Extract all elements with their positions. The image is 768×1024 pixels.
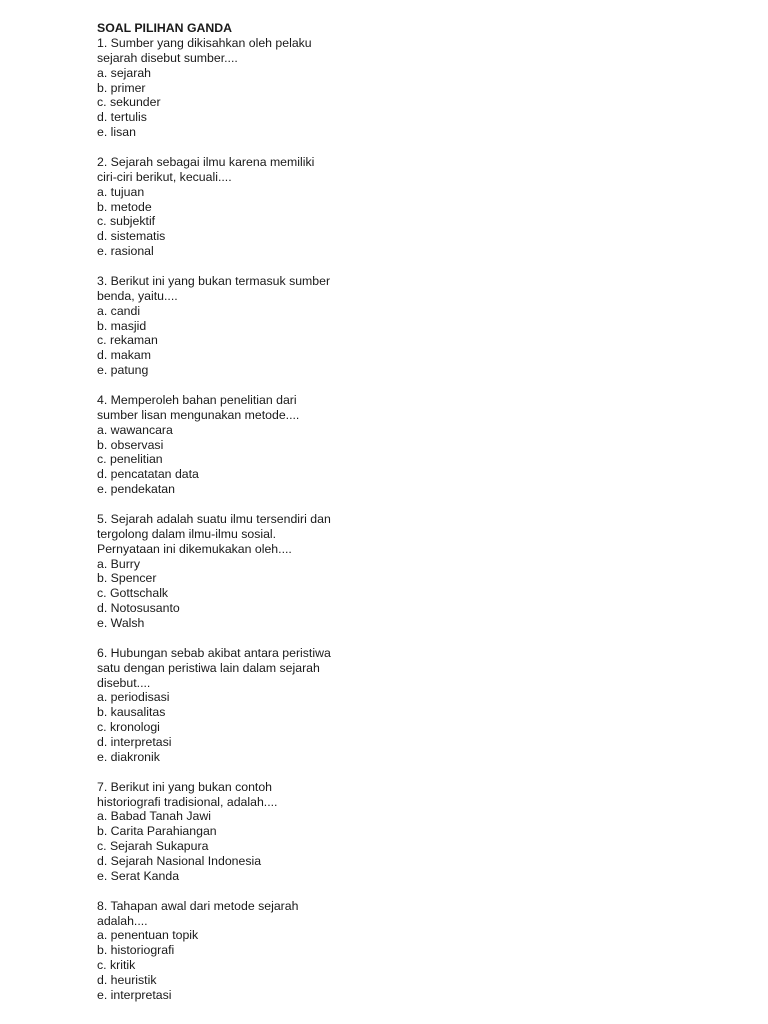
- blank-line: [97, 259, 331, 274]
- document-title: SOAL PILIHAN GANDA: [97, 21, 233, 35]
- question-text: 4. Memperoleh bahan penelitian dari: [97, 392, 297, 407]
- question-text: 8. Tahapan awal dari metode sejarah: [97, 898, 299, 913]
- answer-option: d. tertulis: [97, 110, 147, 125]
- question-text: 5. Sejarah adalah suatu ilmu tersendiri dan: [97, 511, 331, 526]
- question-7: [97, 780, 331, 884]
- question-4: [97, 393, 331, 497]
- answer-option: d. Sejarah Nasional Indonesia: [97, 854, 262, 868]
- answer-option: c. kritik: [97, 958, 136, 973]
- answer-option: b. primer: [97, 80, 146, 95]
- answer-option: a. penentuan topik: [97, 928, 199, 943]
- answer-option: a. Babad Tanah Jawi: [97, 809, 211, 824]
- answer-option: c. sekunder: [97, 95, 161, 110]
- answer-option: e. pendekatan: [97, 482, 175, 497]
- answer-option: c. Sejarah Sukapura: [97, 839, 209, 854]
- question-text: 2. Sejarah sebagai ilmu karena memiliki: [97, 154, 315, 169]
- answer-option: c. Gottschalk: [97, 586, 169, 601]
- answer-option: b. Carita Parahiangan: [97, 824, 217, 839]
- answer-option: b. Spencer: [97, 571, 157, 586]
- answer-option: a. periodisasi: [97, 690, 170, 705]
- question-text: ciri-ciri berikut, kecuali....: [97, 169, 232, 184]
- answer-option: c. rekaman: [97, 333, 158, 348]
- answer-option: d. heuristik: [97, 973, 157, 987]
- question-text: disebut....: [97, 675, 151, 690]
- answer-option: e. diakronik: [97, 749, 160, 764]
- question-text: sejarah disebut sumber....: [97, 50, 238, 65]
- answer-option: a. Burry: [97, 556, 141, 571]
- answer-option: a. wawancara: [97, 422, 173, 437]
- question-text: historiografi tradisional, adalah....: [97, 794, 278, 809]
- answer-option: e. lisan: [97, 125, 136, 140]
- question-5: [97, 512, 331, 631]
- answer-option: d. interpretasi: [97, 735, 172, 749]
- blank-line: [97, 497, 331, 512]
- answer-option: e. rasional: [97, 244, 154, 259]
- answer-option: d. makam: [97, 348, 151, 363]
- question-text: adalah....: [97, 913, 148, 928]
- question-3: [97, 274, 331, 378]
- document-page: [97, 21, 331, 1003]
- question-1: [97, 36, 331, 140]
- answer-option: d. sistematis: [97, 229, 166, 244]
- blank-line: [97, 378, 331, 393]
- question-text: sumber lisan mengunakan metode....: [97, 407, 300, 422]
- question-6: [97, 646, 331, 765]
- answer-option: e. Serat Kanda: [97, 868, 180, 883]
- answer-option: b. observasi: [97, 437, 164, 452]
- question-text: satu dengan peristiwa lain dalam sejarah: [97, 660, 320, 675]
- blank-line: [97, 884, 331, 899]
- answer-option: a. tujuan: [97, 184, 145, 199]
- answer-option: c. kronologi: [97, 720, 160, 735]
- answer-option: e. patung: [97, 363, 149, 378]
- question-text: 3. Berikut ini yang bukan termasuk sumber: [97, 273, 331, 288]
- answer-option: b. masjid: [97, 318, 147, 333]
- blank-line: [97, 631, 331, 646]
- question-text: 6. Hubungan sebab akibat antara peristiwa: [97, 645, 331, 660]
- question-text: tergolong dalam ilmu-ilmu sosial.: [97, 526, 277, 541]
- question-text: Pernyataan ini dikemukakan oleh....: [97, 541, 292, 556]
- blank-line: [97, 140, 331, 155]
- question-text: 1. Sumber yang dikisahkan oleh pelaku: [97, 35, 312, 50]
- answer-option: e. Walsh: [97, 616, 145, 630]
- question-text: benda, yaitu....: [97, 288, 178, 303]
- answer-option: a. candi: [97, 303, 141, 318]
- answer-option: c. subjektif: [97, 214, 156, 229]
- blank-line: [97, 765, 331, 780]
- answer-option: d. Notosusanto: [97, 601, 180, 616]
- answer-option: b. metode: [97, 199, 152, 214]
- answer-option: b. historiografi: [97, 943, 175, 958]
- answer-option: e. interpretasi: [97, 987, 172, 1002]
- answer-option: b. kausalitas: [97, 705, 166, 720]
- answer-option: d. pencatatan data: [97, 467, 199, 482]
- question-text: 7. Berikut ini yang bukan contoh: [97, 779, 273, 794]
- question-2: [97, 155, 331, 259]
- answer-option: a. sejarah: [97, 65, 152, 80]
- answer-option: c. penelitian: [97, 452, 163, 467]
- question-8: [97, 899, 331, 1003]
